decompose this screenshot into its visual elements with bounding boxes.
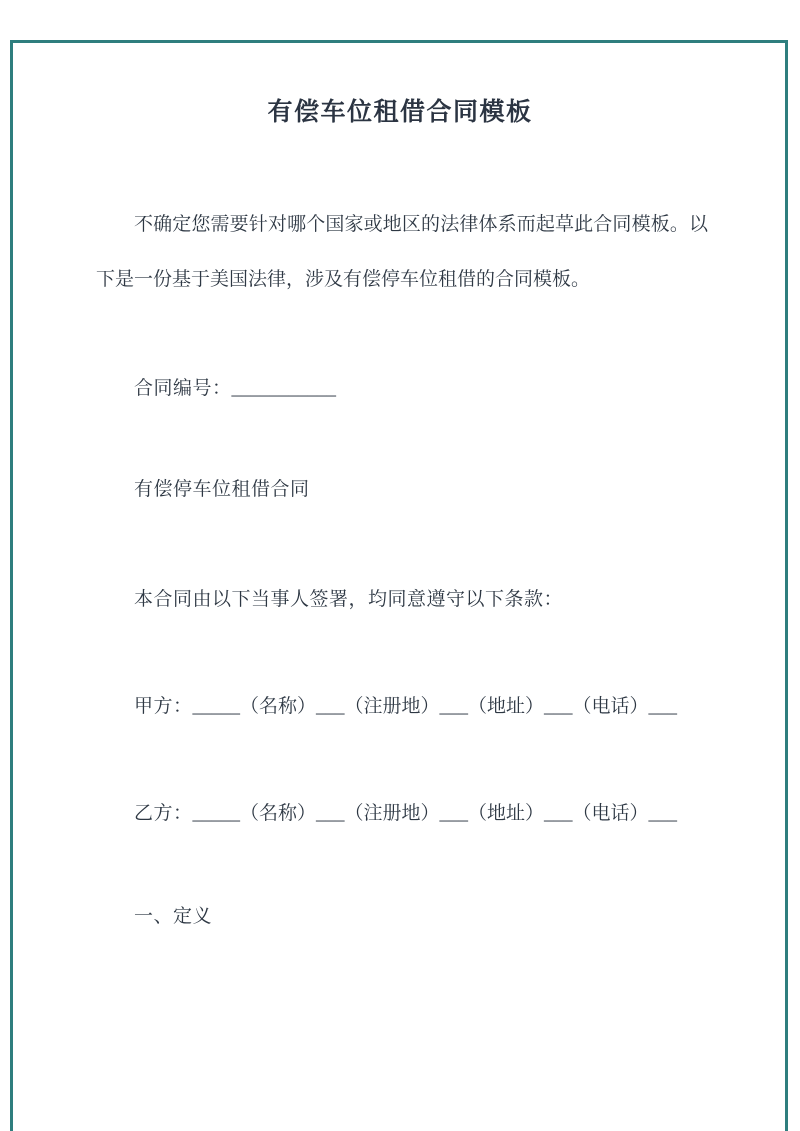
party-a-fields: _____（名称）___（注册地）___（地址）___（电话）___ [192, 696, 678, 717]
contract-number-label: 合同编号： [134, 378, 232, 399]
document-title: 有偿车位租借合同模板 [267, 99, 533, 126]
intro-paragraph: 不确定您需要针对哪个国家或地区的法律体系而起草此合同模板。以下是一份基于美国法律，涉及有偿停车位租借的合同模板。 [96, 214, 708, 290]
party-a-label: 甲方： [134, 696, 193, 717]
section-1-heading: 一、定义 [134, 906, 213, 927]
contract-number-line [96, 374, 336, 404]
contract-number-blank: ___________ [231, 378, 337, 399]
party-b-label: 乙方： [134, 803, 193, 824]
party-b-fields: _____（名称）___（注册地）___（地址）___（电话）___ [192, 803, 678, 824]
party-b-line [96, 799, 677, 829]
signing-statement: 本合同由以下当事人签署，均同意遵守以下条款： [134, 589, 564, 610]
party-a-line [96, 692, 677, 722]
contract-subtitle: 有偿停车位租借合同 [134, 479, 310, 500]
